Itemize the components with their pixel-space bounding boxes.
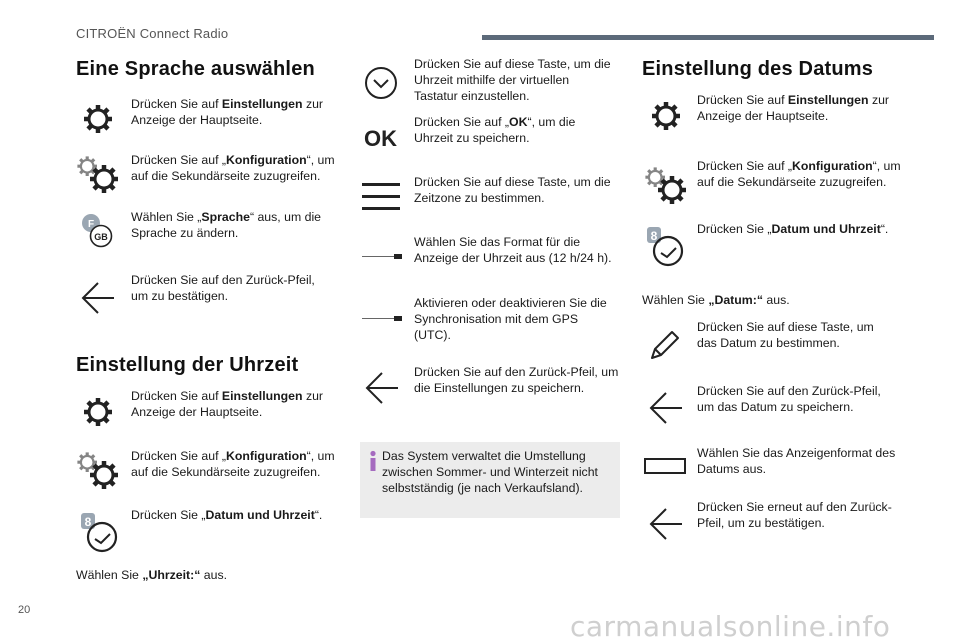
toggle-icon: [362, 252, 402, 262]
page-number: 20: [18, 604, 31, 616]
header-bar: [482, 35, 934, 40]
language-flags-icon: [80, 212, 116, 248]
step-text: Drücken Sie auf Einstellungen zur Anzeige der Hauptseite.: [131, 97, 324, 127]
flag-label-f: F: [87, 219, 95, 230]
step-text: Drücken Sie auf „Konfiguration“, um auf die Sekundärseite zuzugreifen.: [131, 449, 335, 479]
toggle-icon: [362, 314, 402, 324]
clock-badge: 8: [84, 515, 92, 529]
format-box-icon: [644, 458, 686, 474]
section-title-date: Einstellung des Datums: [642, 58, 874, 80]
menu-icon: [362, 181, 400, 213]
step-text: Drücken Sie erneut auf den Zurück-Pfeil, um zu bestätigen.: [697, 500, 892, 530]
step-text: Drücken Sie auf „Konfiguration“, um auf die Sekundärseite zuzugreifen.: [131, 153, 335, 183]
step-text: Aktivieren oder deaktivieren Sie die Synchronisation mit dem GPS (UTC).: [414, 296, 607, 342]
section-title-time: Einstellung der Uhrzeit: [76, 354, 299, 376]
info-text: Das System verwaltet die Umstellung zwischen Sommer- und Winterzeit nicht selbstständig (je nach Verkaufsland).: [382, 449, 598, 495]
step-text: Drücken Sie auf diese Taste, um die Uhrzeit mithilfe der virtuellen Tastatur einzustellen.: [414, 57, 611, 103]
gear-icon: [650, 100, 682, 132]
step-text: Wählen Sie „Sprache“ aus, um die Sprache zu ändern.: [131, 210, 322, 240]
step-text: Drücken Sie „Datum und Uhrzeit“.: [131, 508, 323, 522]
back-arrow-icon: [648, 390, 684, 426]
select-time-text: Wählen Sie „Uhrzeit:“ aus.: [76, 568, 228, 582]
step-text: Drücken Sie auf diese Taste, um das Datum zu bestimmen.: [697, 320, 874, 350]
step-text: Drücken Sie auf „OK“, um die Uhrzeit zu speichern.: [414, 115, 576, 145]
step-text: Drücken Sie auf den Zurück-Pfeil, um die Einstellungen zu speichern.: [414, 365, 619, 395]
info-box: [360, 442, 620, 518]
watermark: carmanualsonline.info: [570, 610, 891, 643]
step-text: Wählen Sie das Format für die Anzeige der Uhrzeit aus (12 h/24 h).: [414, 235, 612, 265]
info-icon: [366, 450, 380, 472]
step-text: Wählen Sie das Anzeigenformat des Datums aus.: [697, 446, 896, 476]
gear-icon: [82, 103, 114, 135]
step-text: Drücken Sie „Datum und Uhrzeit“.: [697, 222, 889, 236]
double-gear-icon: [76, 155, 118, 193]
ok-icon: OK: [364, 126, 397, 151]
select-date-text: Wählen Sie „Datum:“ aus.: [642, 293, 790, 307]
step-text: Drücken Sie auf „Konfiguration“, um auf die Sekundärseite zuzugreifen.: [697, 159, 901, 189]
flag-label-gb: GB: [94, 232, 108, 242]
double-gear-icon: [644, 166, 686, 204]
clock-icon: [646, 226, 686, 268]
back-arrow-icon: [648, 506, 684, 542]
section-title-language: Eine Sprache auswählen: [76, 58, 315, 80]
step-text: Drücken Sie auf den Zurück-Pfeil, um das Datum zu speichern.: [697, 384, 881, 414]
back-arrow-icon: [80, 280, 116, 316]
clock-icon: [80, 512, 120, 554]
double-gear-icon: [76, 451, 118, 489]
chevron-down-icon: [364, 66, 398, 100]
gear-icon: [82, 396, 114, 428]
step-text: Drücken Sie auf den Zurück-Pfeil, um zu bestätigen.: [131, 273, 315, 303]
step-text: Drücken Sie auf diese Taste, um die Zeitzone zu bestimmen.: [414, 175, 611, 205]
back-arrow-icon: [364, 370, 400, 406]
header-title: CITROËN Connect Radio: [76, 26, 229, 41]
step-text: Drücken Sie auf Einstellungen zur Anzeige der Hauptseite.: [131, 389, 324, 419]
clock-badge: 8: [650, 229, 658, 243]
pencil-icon: [648, 328, 682, 362]
step-text: Drücken Sie auf Einstellungen zur Anzeige der Hauptseite.: [697, 93, 890, 123]
